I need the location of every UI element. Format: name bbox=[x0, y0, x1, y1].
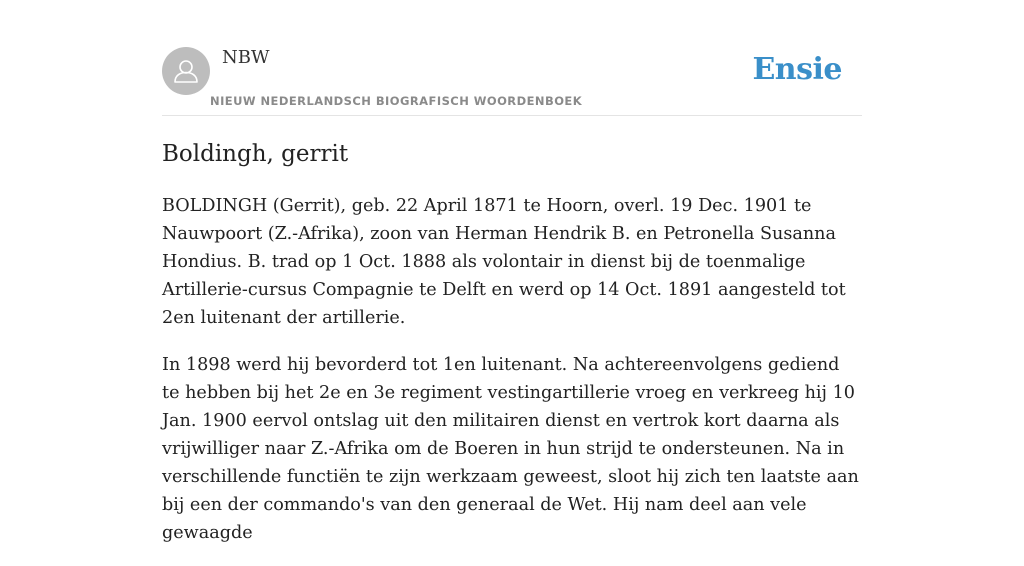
header bbox=[162, 46, 862, 116]
page-title: Boldingh, gerrit bbox=[162, 141, 349, 167]
author-name[interactable]: NBW bbox=[222, 47, 270, 68]
user-icon bbox=[162, 47, 210, 95]
brand-logo[interactable]: Ensie bbox=[752, 52, 842, 87]
article-paragraph: BOLDINGH (Gerrit), geb. 22 April 1871 te Hoorn, overl. 19 Dec. 1901 te Nauwpoort (Z.-Afrika), zoon van Herman Hendrik B. en Petronella Susanna Hondius. B. trad op 1 Oct. 1888 als volontair in dienst bij de toenmalige Artillerie-cursus Compagnie te Delft en werd op 14 Oct. 1891 aangesteld tot 2en luitenant der artillerie. bbox=[162, 196, 846, 328]
article-paragraph: In 1898 werd hij bevorderd tot 1en luitenant. Na achtereenvolgens gediend te hebben bij het 2e en 3e regiment vestingartillerie vroeg en verkreeg hij 10 Jan. 1900 eervol ontslag uit den militairen dienst en vertrok kort daarna als vrijwilliger naar Z.-Afrika om de Boeren in hun strijd te ondersteunen. Na in verschillende functiën te zijn werkzaam geweest, sloot hij zich ten laatste aan bij een der commando's van den generaal de Wet. Hij nam deel aan vele gewaagde bbox=[162, 355, 859, 543]
publication-name[interactable]: NIEUW NEDERLANDSCH BIOGRAFISCH WOORDENBOEK bbox=[210, 94, 583, 108]
article-body bbox=[162, 192, 862, 566]
avatar[interactable] bbox=[162, 47, 210, 95]
